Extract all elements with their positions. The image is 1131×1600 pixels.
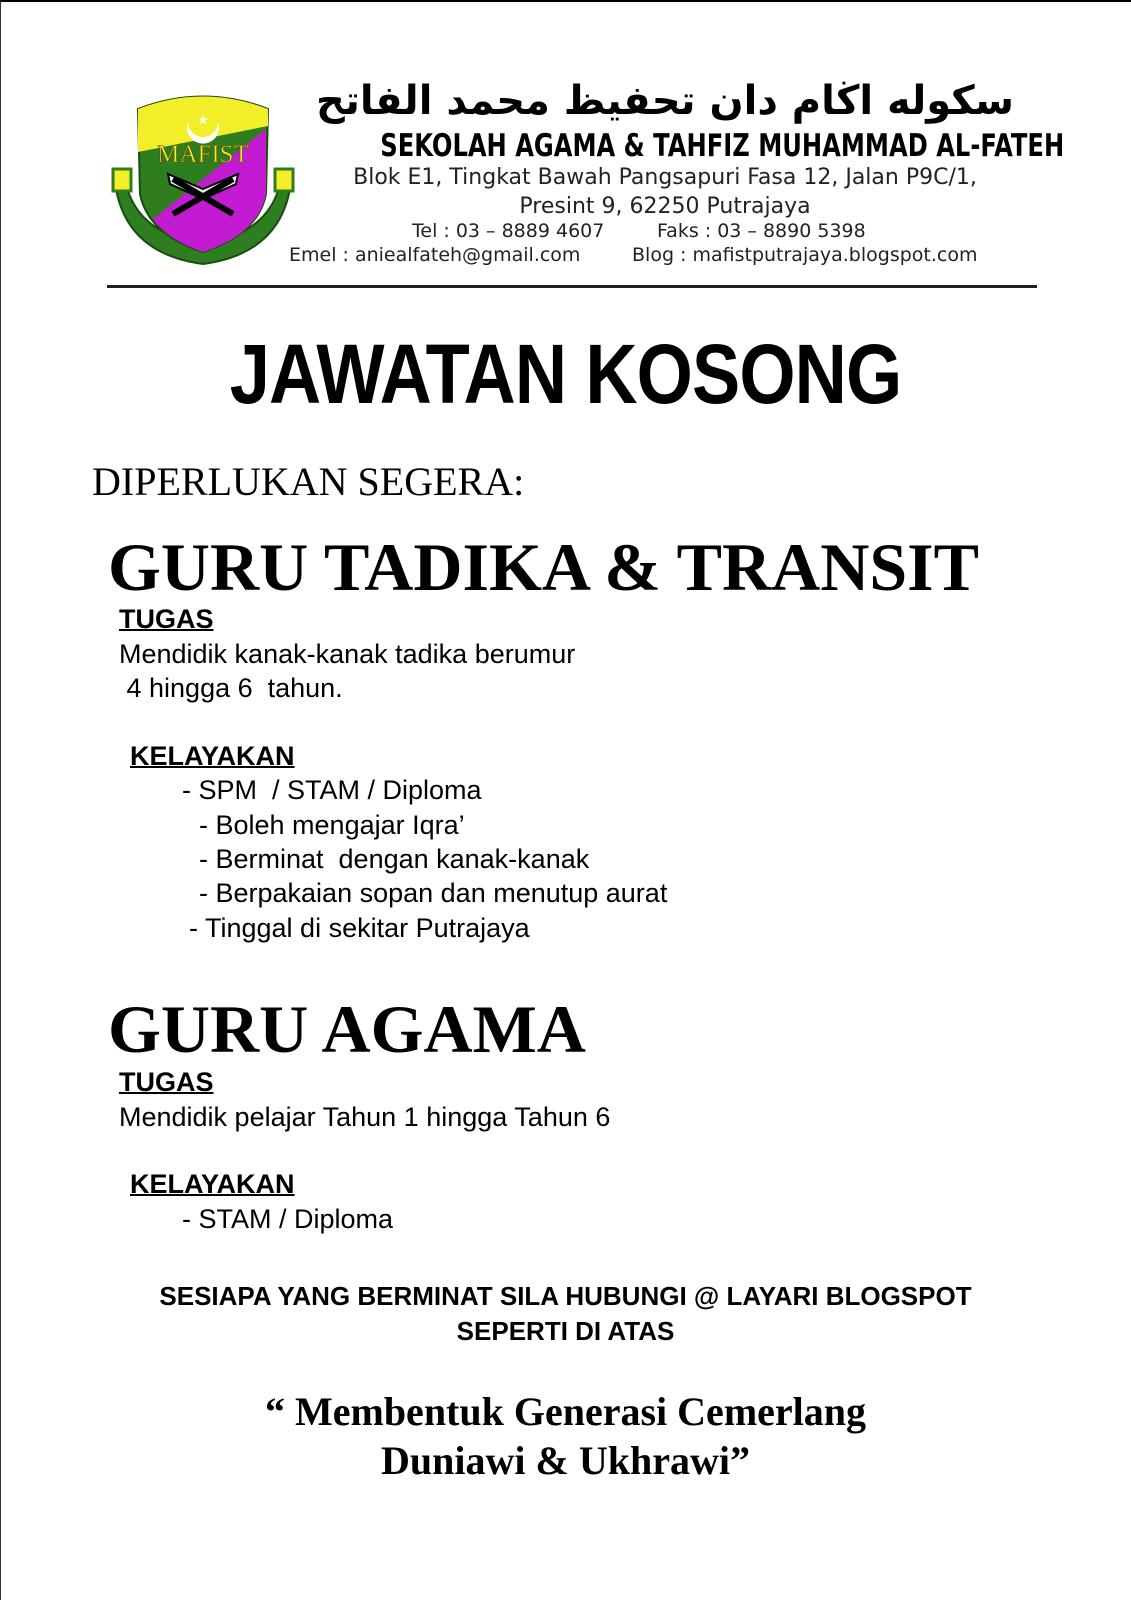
duties-heading: TUGAS bbox=[119, 604, 214, 634]
email: Emel : aniealfateh@gmail.com bbox=[289, 244, 581, 266]
motto-line-2: Duniawi & Ukhrawi” bbox=[381, 1438, 750, 1483]
poster-title: JAWATAN KOSONG bbox=[229, 327, 902, 421]
telephone: Tel : 03 – 8889 4607 bbox=[412, 220, 605, 242]
call-to-action-line-2: SEPERTI DI ATAS bbox=[456, 1316, 675, 1346]
duty-line: Mendidik kanak-kanak tadika berumur bbox=[119, 639, 576, 669]
job-title-kindergarten: GURU TADIKA & TRANSIT bbox=[108, 529, 979, 605]
duty-line: 4 hingga 6 tahun. bbox=[119, 673, 343, 703]
needed-label: DIPERLUKAN SEGERA: bbox=[92, 459, 525, 504]
blog-url: Blog : mafistputrajaya.blogspot.com bbox=[632, 244, 978, 266]
svg-text:★: ★ bbox=[197, 113, 209, 127]
duties-heading: TUGAS bbox=[119, 1067, 214, 1097]
arabic-school-name: سكوله اڬام دان تحفيظ محمد الفاتح bbox=[316, 78, 1014, 124]
logo-text: MAFIST bbox=[157, 141, 249, 168]
qualifications-heading: KELAYAKAN bbox=[130, 741, 295, 771]
call-to-action-line-1: SESIAPA YANG BERMINAT SILA HUBUNGI @ LAYARI BLOGSPOT bbox=[159, 1281, 972, 1311]
address-line-1: Blok E1, Tingkat Bawah Pangsapuri Fasa 12, Jalan P9C/1, bbox=[353, 165, 977, 190]
qualification-item: - Berpakaian sopan dan menutup aurat bbox=[199, 878, 668, 908]
header-divider bbox=[107, 285, 1037, 288]
qualification-item: - Tinggal di sekitar Putrajaya bbox=[189, 913, 530, 943]
duty-line: Mendidik pelajar Tahun 1 hingga Tahun 6 bbox=[119, 1102, 611, 1132]
motto-line-1: “ Membentuk Generasi Cemerlang bbox=[264, 1389, 866, 1434]
qualification-item: - SPM / STAM / Diploma bbox=[182, 775, 482, 805]
qualification-item: - STAM / Diploma bbox=[182, 1204, 394, 1234]
qualification-item: - Boleh mengajar Iqra’ bbox=[199, 810, 465, 840]
school-name: SEKOLAH AGAMA & TAHFIZ MUHAMMAD AL-FATEH bbox=[380, 128, 1065, 164]
qualifications-heading: KELAYAKAN bbox=[130, 1169, 295, 1199]
job-title-religion-teacher: GURU AGAMA bbox=[108, 991, 586, 1067]
fax: Faks : 03 – 8890 5398 bbox=[657, 220, 866, 242]
school-logo bbox=[108, 84, 298, 274]
qualification-item: - Berminat dengan kanak-kanak bbox=[199, 844, 590, 874]
address-line-2: Presint 9, 62250 Putrajaya bbox=[519, 194, 811, 219]
